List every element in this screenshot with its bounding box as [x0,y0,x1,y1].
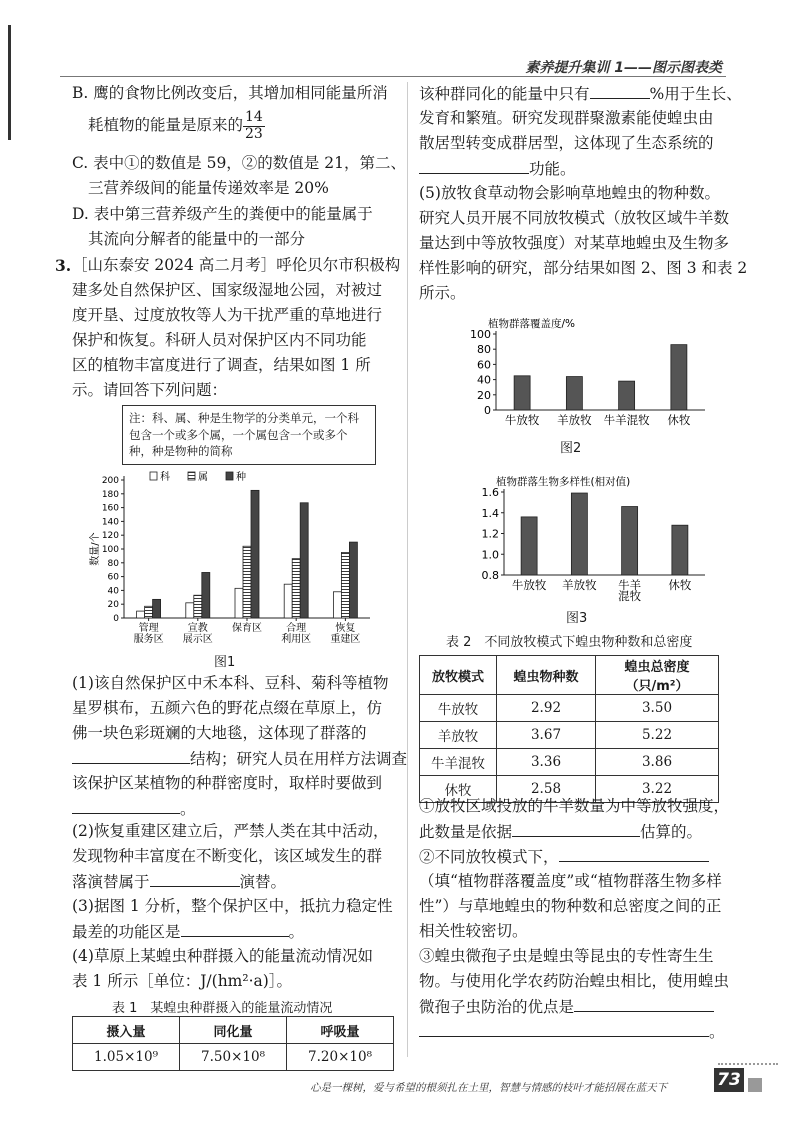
table-1 [72,1016,394,1071]
question-3-line2: 建多处自然保护区、国家级湿地公园，对被过 [72,281,383,299]
right-line1-text-b: %用于生长、 [649,85,742,103]
figure-3-chart [470,457,710,609]
q2-line2: 发现物种丰富度在不断变化，该区域发生的群 [72,847,383,865]
y-tick-label: 80 [107,558,119,569]
footer-dots [718,1063,778,1065]
bar [672,525,688,575]
table-2-cell: 2.58 [497,776,596,803]
q4-line1: (4)草原上某蝗虫种群摄入的能量流动情况如 [72,947,373,965]
option-d-line1: D. 表中第三营养级产生的粪便中的能量属于 [72,205,373,223]
table-row [73,1044,394,1071]
s3-line4 [419,1022,725,1042]
y-tick-label: 160 [101,503,119,514]
option-d-line2: 其流向分解者的能量中的一部分 [88,230,306,248]
q5-line3: 量达到中等放牧强度）对某草地蝗虫及生物多 [419,234,730,252]
table-1-cell: 7.20×10⁸ [287,1044,394,1071]
bar-科 [284,584,292,618]
table-2 [419,655,719,803]
s2-line3: 性”）与草地蝗虫的物种数和总密度之间的正 [419,897,722,915]
column-divider [407,82,408,1057]
x-tick-label: 保育区 [232,623,262,634]
x-tick-label: 休牧 [667,413,691,427]
y-tick-label: 60 [107,572,119,583]
x-tick-label: 羊放牧 [562,578,597,592]
y-tick-label: 0.8 [481,569,499,582]
table-2-header-row [420,656,719,695]
y-tick-label: 80 [477,343,491,357]
y-tick-label: 1.6 [481,486,499,499]
y-tick-label: 1.0 [481,548,499,562]
q2-line3-text-a: 落演替属于 [72,873,150,891]
y-tick-label: 0 [484,404,491,417]
option-c-line1: C. 表中①的数值是 59，②的数值是 21，第二、 [72,154,406,172]
bar [671,345,687,410]
period: 。 [288,923,305,941]
table-1-caption: 表 1 某蝗虫种群摄入的能量流动情况 [112,1001,333,1016]
right-line2: 发育和繁殖。研究发现群聚激素能使蝗虫由 [419,109,714,127]
option-b-text: 耗植物的能量是原来的 [88,116,244,135]
bar-种 [153,599,161,618]
option-b-line1: B. 鹰的食物比例改变后，其增加相同能量所消 [72,84,388,102]
table-2-cell: 3.86 [596,749,719,776]
fraction-numerator: 14 [245,109,263,126]
x-tick-label: 合理 [286,623,307,634]
x-tick-label: 恢复 [335,623,356,634]
left-margin-bar [8,25,11,140]
table-row [420,749,719,776]
table-1-header: 同化量 [180,1017,287,1044]
figure-2-chart [460,312,710,434]
table-1-cell: 7.50×10⁸ [180,1044,287,1071]
s2-line1-text: ②不同放牧模式下， [419,848,559,866]
y-tick-label: 180 [101,489,119,500]
q5-line2: 研究人员开展不同放牧模式（放牧区域牛羊数 [419,209,730,227]
y-tick-label: 100 [470,328,491,341]
bar-种 [349,542,357,618]
figure-2-caption: 图2 [560,441,582,456]
y-tick-label: 1.4 [481,506,499,520]
legend-swatch-科 [150,472,157,480]
bar-属 [341,552,349,618]
bar-种 [251,490,259,618]
question-3-number: 3. [55,256,72,275]
q2-line3 [72,872,286,892]
answer-blank[interactable] [150,872,240,887]
x-tick-label: 重建区 [330,634,361,645]
answer-blank[interactable] [559,847,709,862]
table-2-cell: 3.67 [497,722,596,749]
y-tick-label: 1.2 [481,527,499,541]
x-tick-label: 服务区 [133,634,164,645]
q1-line2: 星罗棋布，五颜六色的野花点缀在草原上，仿 [72,699,383,717]
bar-属 [292,559,300,618]
x-tick-label: 利用区 [281,634,312,645]
x-tick-label: 展示区 [182,634,213,645]
header-rule [60,76,726,77]
table-2-cell: 2.92 [497,695,596,722]
legend-label: 属 [198,472,208,483]
right-line4 [419,159,576,179]
table-2-cell: 休牧 [420,776,497,803]
s3-line3 [419,997,714,1017]
y-tick-label: 140 [101,517,119,528]
y-tick-label: 100 [101,545,119,555]
x-tick-label: 宣教 [187,623,208,634]
table-2-cell: 3.50 [596,695,719,722]
table-2-cell: 3.22 [596,776,719,803]
table-2-cell: 5.22 [596,722,719,749]
q5-line5: 所示。 [419,284,466,302]
q3b-line2-text: 最差的功能区是 [72,923,181,941]
y-tick-label: 200 [101,476,119,486]
table-row [420,722,719,749]
page-number: 73 [714,1068,744,1092]
x-tick-label: 羊放牧 [557,413,592,427]
bar [571,493,587,575]
bar-科 [235,588,243,618]
answer-blank[interactable] [512,822,640,837]
period: 。 [180,800,196,818]
x-tick-label: 牛羊混牧 [603,413,650,427]
q2-line1: (2)恢复重建区建立后，严禁人类在其中活动， [72,822,389,840]
table-2-header: 蝗虫总密度（只/m²） [596,656,719,695]
right-line1-text-a: 该种群同化的能量中只有 [419,85,590,103]
q2-line3-text-b: 演替。 [239,873,287,891]
x-tick-label: 牛羊 [618,578,642,592]
figure-3-caption: 图3 [566,611,588,626]
chart-title: 植物群落覆盖度/% [488,318,576,330]
x-tick-label: 管理 [138,623,159,634]
y-tick-label: 0 [113,614,119,624]
table-1-header: 呼吸量 [287,1017,394,1044]
question-3-line3: 度开垦、过度放牧等人为干扰严重的草地进行 [72,306,383,324]
answer-blank[interactable] [72,749,190,764]
answer-blank[interactable] [72,799,180,814]
chart-title: 植物群落生物多样性(相对值) [496,476,631,488]
x-tick-label: 休牧 [668,578,692,592]
table-2-cell: 牛羊混牧 [420,749,497,776]
q1-line6 [72,799,196,819]
s3-line3-text: 微孢子虫防治的优点是 [419,998,575,1016]
figure-1-chart [88,468,378,658]
period: 。 [709,1023,725,1041]
s2-line4: 相关性较密切。 [419,922,528,940]
table-1-cell: 1.05×10⁹ [73,1044,180,1071]
table-2-cell: 3.36 [497,749,596,776]
right-line4-text: 功能。 [529,160,576,178]
answer-blank[interactable] [590,84,650,99]
bar-科 [333,592,341,618]
table-row [420,695,719,722]
page-corner-block [748,1078,762,1092]
table-1-header-row [73,1017,394,1044]
page-header: 素养提升集训 1——图示图表类 [525,60,722,76]
question-3-line4: 保护和恢复。科研人员对保护区内不同功能 [72,331,367,349]
x-tick-label: 牛放牧 [511,578,547,592]
answer-blank[interactable] [181,922,289,937]
bar-种 [202,572,210,618]
y-tick-label: 120 [101,531,119,542]
right-line1 [419,84,742,104]
s3-line1: ③蝗虫微孢子虫是蝗虫等昆虫的专性寄生生 [419,947,714,965]
footer-motto: 心是一棵树，爱与希望的根须扎在土里，智慧与情感的枝叶才能招展在蓝天下 [310,1082,667,1094]
answer-blank[interactable] [419,1022,709,1037]
s2-line1 [419,847,709,867]
table-2-caption: 表 2 不同放牧模式下蝗虫物种数和总密度 [446,635,693,650]
q1-line4-text: 结构；研究人员在用样方法调查 [190,750,408,768]
table-2-cell: 羊放牧 [420,722,497,749]
x-tick-label: 牛放牧 [504,413,540,427]
q1-line3: 佛一块色彩斑斓的大地毯，这体现了群落的 [72,724,367,742]
q3b-line2 [72,922,304,942]
y-tick-label: 40 [107,586,119,597]
table-2-header: 放牧模式 [420,656,497,695]
answer-blank[interactable] [419,159,529,174]
q3b-line1: (3)据图 1 分析，整个保护区中，抵抗力稳定性 [72,897,393,915]
bar-科 [137,611,145,618]
legend-label: 科 [160,472,170,483]
legend-label: 种 [236,472,246,483]
option-c-line2: 三营养级间的能量传递效率是 20% [88,179,329,197]
y-tick-label: 20 [107,600,119,611]
y-axis-label: 数量/个 [90,532,101,566]
s2-line2: （填“植物群落覆盖度”或“植物群落生物多样 [419,872,722,890]
bar-科 [186,603,194,618]
table-1-header: 摄入量 [73,1017,180,1044]
figure-1-caption: 图1 [214,655,236,670]
answer-blank[interactable] [574,997,714,1012]
table-2-cell: 牛放牧 [420,695,497,722]
q1-line5: 该保护区某植物的种群密度时，取样时要做到 [72,774,383,792]
table-2-header: 蝗虫物种数 [497,656,596,695]
s1-line2 [419,822,702,842]
s1-line2-text-b: 估算的。 [640,823,703,841]
question-3-line1: ［山东泰安 2024 高二月考］呼伦贝尔市积极构 [72,256,401,274]
s1-line2-text-a: 此数量是依据 [419,823,513,841]
bar [619,381,635,410]
right-line3: 散居型转变成群居型，这体现了生态系统的 [419,134,714,152]
bar-种 [300,503,308,618]
s1-line1: ①放牧区域投放的牛羊数量为中等放牧强度， [419,797,730,815]
y-tick-label: 60 [477,358,491,372]
q5-line4: 样性影响的研究，部分结果如图 2、图 3 和表 2 [419,259,748,277]
question-3-line6: 示。请回答下列问题： [72,381,228,399]
bar [622,507,638,575]
fraction [243,110,265,142]
bar [521,517,537,575]
s3-line2: 物。与使用化学农药防治蝗虫相比，使用蝗虫 [419,972,730,990]
y-tick-label: 40 [477,373,491,387]
bar [566,377,582,410]
bar-属 [194,595,202,618]
legend-swatch-属 [188,472,195,480]
bar-属 [145,606,153,618]
bar-属 [243,546,251,618]
question-3-line5: 区的植物丰富度进行了调查，结果如图 1 所 [72,356,371,374]
option-b-line2 [88,108,265,144]
legend-swatch-种 [226,472,233,480]
q1-line4 [72,749,407,769]
y-tick-label: 20 [477,388,491,402]
taxonomy-note: 注：科、属、种是生物学的分类单元，一个科包含一个或多个属，一个属包含一个或多个种，种是物种的简称 [122,405,376,465]
q4-line2: 表 1 所示［单位：J/(hm²·a)］。 [72,972,293,990]
q5-line1: (5)放牧食草动物会影响草地蝗虫的物种数。 [419,184,720,202]
bar [514,376,530,410]
q1-line1: (1)该自然保护区中禾本科、豆科、菊科等植物 [72,674,389,692]
x-tick-label: 混牧 [618,589,642,603]
fraction-denominator: 23 [245,125,263,142]
